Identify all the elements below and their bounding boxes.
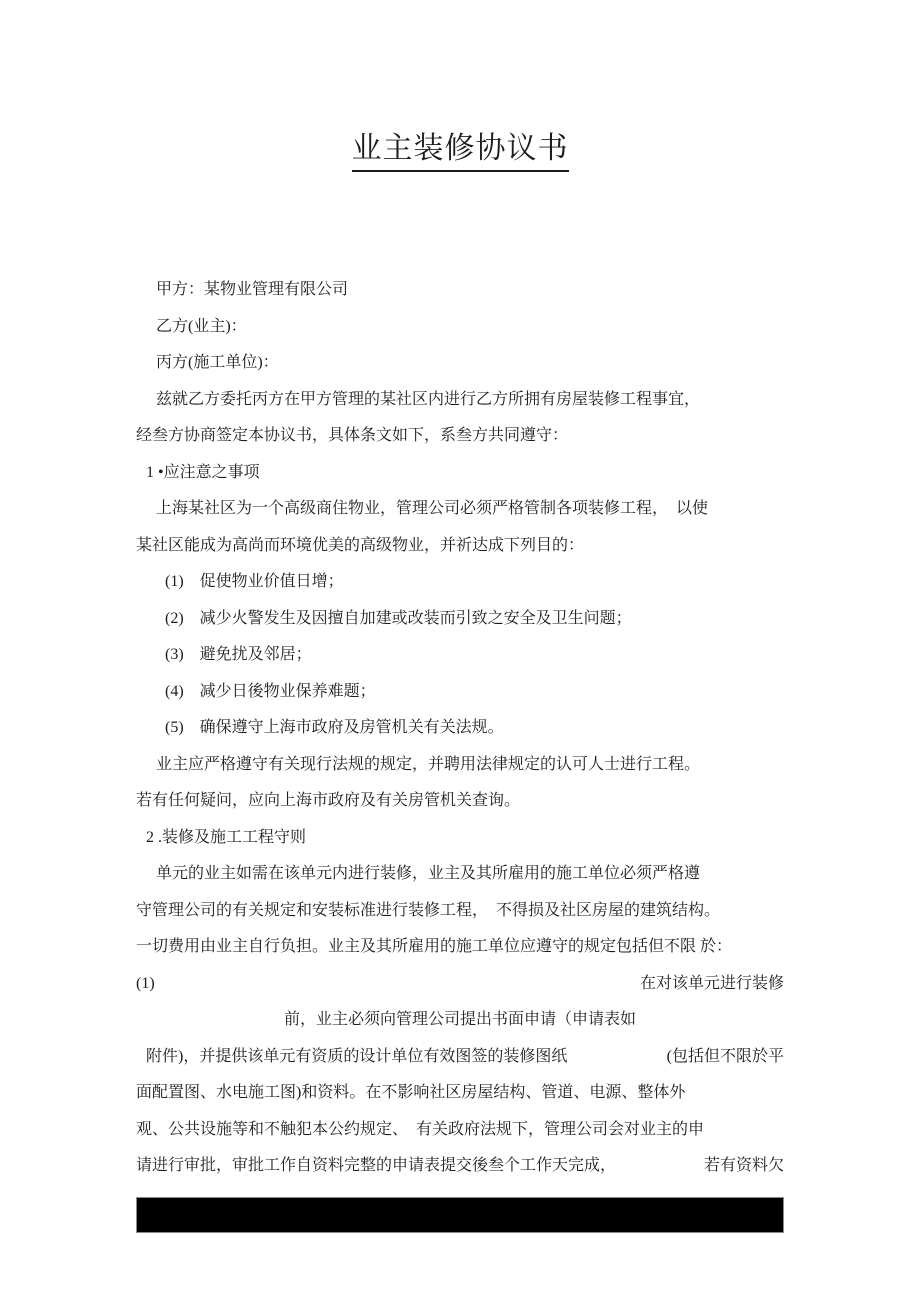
text-line: 乙方(业主)： bbox=[156, 317, 247, 335]
text-line: (2) 减少火警发生及因擅自加建或改装而引致之安全及卫生问题； bbox=[165, 609, 632, 627]
text-line: (5) 确保遵守上海市政府及房管机关有关法规。 bbox=[165, 719, 504, 736]
text-line bbox=[136, 1039, 784, 1076]
text-line: 经叁方协商签定本协议书，具体条文如下，系叁方共同遵守： bbox=[136, 427, 569, 444]
text-line: 上海某社区为一个高级商住物业，管理公司必须严格管制各项装修工程， 以使 bbox=[156, 500, 709, 517]
text-line: 前，业主必须向管理公司提出书面申请（申请表如 bbox=[283, 1011, 636, 1028]
document-title bbox=[0, 123, 920, 172]
text-line-left: 附件)，并提供该单元有资质的设计单位有效图签的装修图纸 bbox=[146, 1047, 568, 1065]
text-line: 某社区能成为高尚而环境优美的高级物业，并祈达成下列目的： bbox=[136, 536, 585, 554]
text-line-right: (包括但不限於平 bbox=[666, 1047, 784, 1065]
text-line: 单元的业主如需在该单元内进行装修，业主及其所雇用的施工单位必须严格遵 bbox=[156, 865, 701, 882]
text-line-left: 请进行审批，审批工作自资料完整的申请表提交後叁个工作天完成， bbox=[136, 1157, 617, 1174]
text-line-left: (1) bbox=[136, 974, 155, 992]
document-title-text: 业主装修协议书 bbox=[352, 123, 569, 172]
text-line: (4) 减少日後物业保养难题； bbox=[165, 682, 376, 700]
text-line: 丙方(施工单位)： bbox=[156, 354, 279, 371]
text-line bbox=[136, 966, 784, 1003]
text-line: 业主应严格遵守有关现行法规的规定，并聘用法律规定的认可人士进行工程。 bbox=[156, 755, 701, 773]
text-line: 守管理公司的有关规定和安装标准进行装修工程， 不得损及社区房屋的建筑结构。 bbox=[136, 901, 721, 919]
text-line: 观、公共设施等和不触犯本公约规定、 有关政府法规下，管理公司会对业主的申 bbox=[136, 1120, 705, 1138]
text-line: 兹就乙方委托丙方在甲方管理的某社区内进行乙方所拥有房屋装修工程事宜， bbox=[156, 390, 701, 408]
text-line-right: 若有资料欠 bbox=[703, 1157, 784, 1174]
text-line: 2 .装修及施工工程守则 bbox=[146, 828, 307, 846]
text-line: 若有任何疑问，应向上海市政府及有关房管机关查询。 bbox=[136, 792, 521, 809]
text-line bbox=[136, 1148, 784, 1185]
text-line: 甲方：某物业管理有限公司 bbox=[156, 281, 349, 298]
text-line: 一切费用由业主自行负担。业主及其所雇用的施工单位应遵守的规定包括但不限 於： bbox=[136, 938, 733, 955]
text-line: 1 •应注意之事项 bbox=[146, 463, 260, 481]
text-line: (3) 避免扰及邻居； bbox=[165, 646, 312, 663]
document-body bbox=[136, 272, 784, 1185]
text-line-right: 在对该单元进行装修 bbox=[639, 974, 784, 992]
redaction-bar bbox=[136, 1197, 784, 1233]
text-line: 面配置图、水电施工图)和资料。在不影响社区房屋结构、管道、电源、整体外 bbox=[136, 1084, 686, 1101]
text-line: (1) 促使物业价值日增； bbox=[165, 573, 344, 590]
